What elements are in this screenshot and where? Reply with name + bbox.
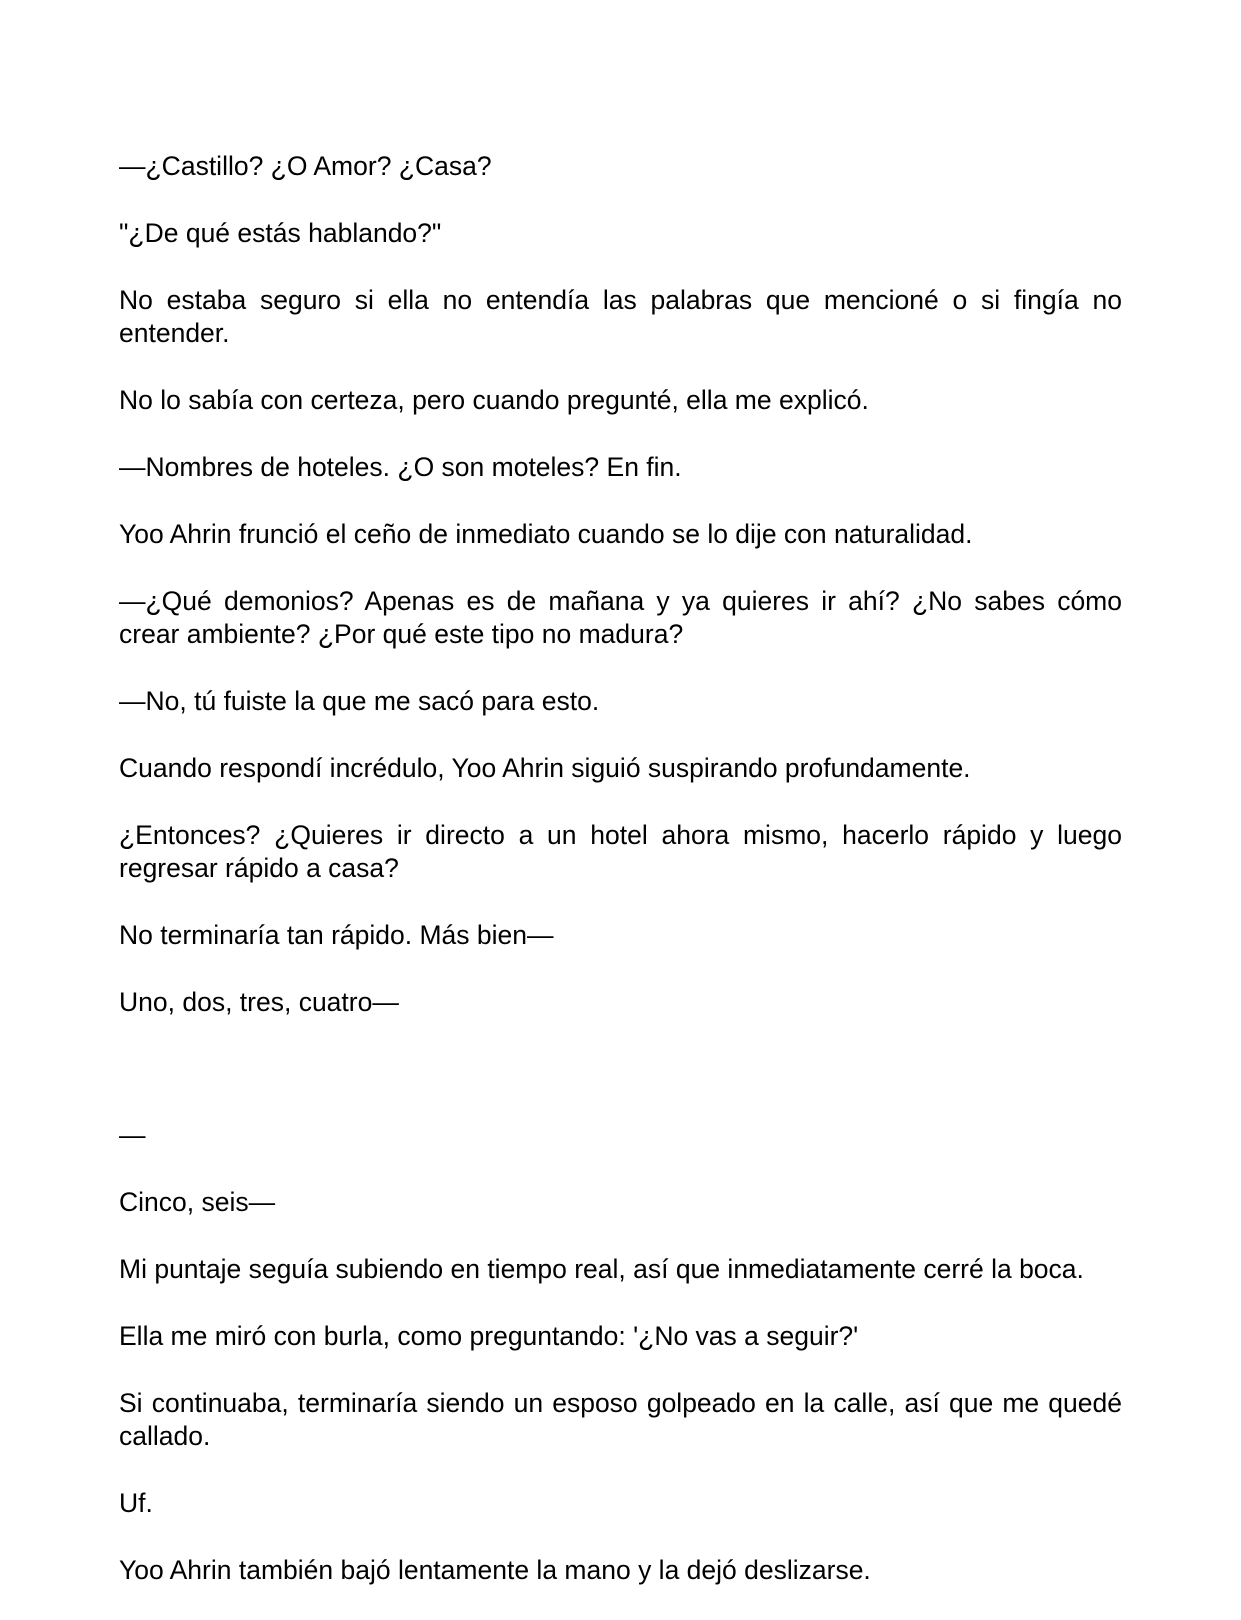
paragraph: —¿Qué demonios? Apenas es de mañana y ya quieres ir ahí? ¿No sabes cómo crear ambiente? ¿Por qué este tipo no madura?	[119, 586, 1122, 649]
paragraph: Ella me miró con burla, como preguntando: '¿No vas a seguir?'	[119, 1321, 859, 1351]
paragraph: Cinco, seis—	[119, 1187, 276, 1217]
document-body	[119, 150, 1122, 1620]
paragraph: Uno, dos, tres, cuatro—	[119, 987, 399, 1017]
paragraph: ¿Entonces? ¿Quieres ir directo a un hotel ahora mismo, hacerlo rápido y luego regresar rápido a casa?	[119, 820, 1122, 883]
paragraph: Si continuaba, terminaría siendo un esposo golpeado en la calle, así que me quedé callado.	[119, 1388, 1122, 1451]
paragraph: Cuando respondí incrédulo, Yoo Ahrin siguió suspirando profundamente.	[119, 753, 971, 783]
paragraph: No terminaría tan rápido. Más bien—	[119, 920, 554, 950]
paragraph: "¿De qué estás hablando?"	[119, 218, 442, 248]
scene-break-dash: —	[119, 1120, 146, 1150]
paragraph: Yoo Ahrin frunció el ceño de inmediato cuando se lo dije con naturalidad.	[119, 519, 973, 549]
paragraph: No lo sabía con certeza, pero cuando pregunté, ella me explicó.	[119, 385, 869, 415]
paragraph: No estaba seguro si ella no entendía las palabras que mencioné o si fingía no entender.	[119, 285, 1122, 348]
paragraph: —No, tú fuiste la que me sacó para esto.	[119, 686, 600, 716]
paragraph: —Nombres de hoteles. ¿O son moteles? En fin.	[119, 452, 682, 482]
paragraph: Yoo Ahrin también bajó lentamente la mano y la dejó deslizarse.	[119, 1555, 871, 1585]
paragraph: Mi puntaje seguía subiendo en tiempo real, así que inmediatamente cerré la boca.	[119, 1254, 1084, 1284]
paragraph: Uf.	[119, 1488, 153, 1518]
paragraph: —¿Castillo? ¿O Amor? ¿Casa?	[119, 151, 492, 181]
